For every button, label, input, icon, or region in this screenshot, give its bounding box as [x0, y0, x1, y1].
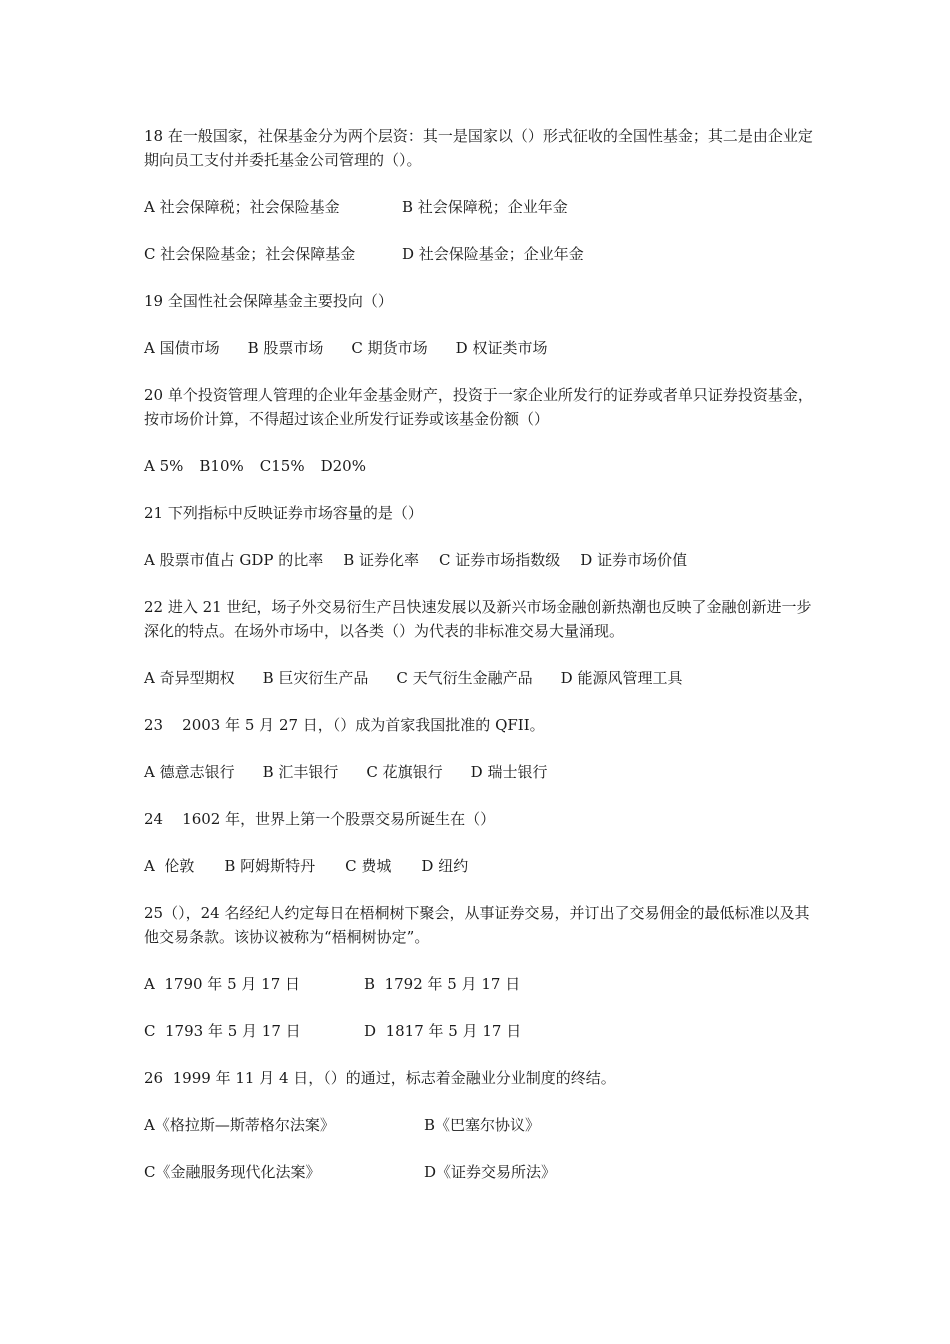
- option-c: C 费城: [345, 857, 392, 875]
- option-a: A 1790 年 5 月 17 日: [144, 975, 301, 993]
- option-a: A 伦敦: [144, 857, 195, 875]
- option-b: B《巴塞尔协议》: [424, 1116, 541, 1134]
- question-24: 24 1602 年，世界上第一个股票交易所诞生在（）: [144, 810, 496, 828]
- option-b: B 证券化率: [343, 551, 420, 569]
- option-b: B 巨灾衍生产品: [262, 669, 369, 687]
- option-c: C 社会保险基金；社会保障基金: [144, 245, 356, 263]
- option-d: D 1817 年 5 月 17 日: [364, 1022, 522, 1040]
- question-23: 23 2003 年 5 月 27 日，（）成为首家我国批准的 QFII。: [144, 716, 545, 734]
- options-row: [144, 454, 814, 478]
- option-c: C 花旗银行: [366, 763, 443, 781]
- question-26: 26 1999 年 11 月 4 日，（）的通过，标志着金融业分业制度的终结。: [144, 1069, 616, 1087]
- option-a: A 奇异型期权: [144, 669, 235, 687]
- question-20: 20 单个投资管理人管理的企业年金基金财产，投资于一家企业所发行的证券或者单只证券投资基金，按市场价计算，不得超过该企业所发行证券或该基金份额（）: [144, 386, 813, 428]
- options-row: [144, 666, 814, 690]
- options-row: [144, 1019, 814, 1043]
- options-row: [144, 548, 814, 572]
- option-a: A 股票市值占 GDP 的比率: [144, 551, 324, 569]
- option-d: D 权证类市场: [455, 339, 548, 357]
- options-row: [144, 854, 814, 878]
- option-a: A 国债市场: [144, 339, 220, 357]
- options-row: [144, 336, 814, 360]
- question-19: 19 全国性社会保障基金主要投向（）: [144, 292, 393, 310]
- option-b: B 阿姆斯特丹: [224, 857, 316, 875]
- option-a: A 社会保障税；社会保险基金: [144, 198, 340, 216]
- option-a: A《格拉斯—斯蒂格尔法案》: [144, 1116, 335, 1134]
- option-d: D《证券交易所法》: [424, 1163, 557, 1181]
- question-list: [144, 124, 814, 1207]
- question-25: 25（），24 名经纪人约定每日在梧桐树下聚会，从事证券交易，并订出了交易佣金的最低标准以及其他交易条款。该协议被称为“梧桐树协定”。: [144, 904, 810, 946]
- option-b: B10%: [199, 457, 244, 475]
- option-d: D 纽约: [421, 857, 469, 875]
- option-d: D 能源风管理工具: [560, 669, 683, 687]
- option-b: B 1792 年 5 月 17 日: [364, 975, 521, 993]
- option-d: D 证券市场价值: [580, 551, 688, 569]
- option-b: B 社会保障税；企业年金: [402, 198, 568, 216]
- option-d: D 瑞士银行: [470, 763, 548, 781]
- options-row: [144, 1160, 814, 1184]
- option-c: C 证券市场指数级: [439, 551, 561, 569]
- option-c: C 期货市场: [351, 339, 428, 357]
- question-18: 18 在一般国家，社保基金分为两个层资：其一是国家以（）形式征收的全国性基金；其二是由企业定期向员工支付并委托基金公司管理的（）。: [144, 127, 813, 169]
- option-a: A 5%: [144, 457, 184, 475]
- options-row: [144, 972, 814, 996]
- option-b: B 汇丰银行: [262, 763, 339, 781]
- options-row: [144, 1113, 814, 1137]
- option-d: D 社会保险基金；企业年金: [402, 245, 584, 263]
- option-a: A 德意志银行: [144, 763, 235, 781]
- option-c: C 1793 年 5 月 17 日: [144, 1022, 301, 1040]
- option-c: C 天气衍生金融产品: [396, 669, 533, 687]
- options-row: [144, 195, 814, 219]
- option-c: C《金融服务现代化法案》: [144, 1163, 321, 1181]
- option-d: D20%: [320, 457, 366, 475]
- option-b: B 股票市场: [247, 339, 324, 357]
- options-row: [144, 760, 814, 784]
- options-row: [144, 242, 814, 266]
- option-c: C15%: [259, 457, 305, 475]
- question-22: 22 进入 21 世纪，场子外交易衍生产吕快速发展以及新兴市场金融创新热潮也反映了金融创新进一步深化的特点。在场外市场中，以各类（）为代表的非标准交易大量涌现。: [144, 598, 812, 640]
- question-21: 21 下列指标中反映证券市场容量的是（）: [144, 504, 423, 522]
